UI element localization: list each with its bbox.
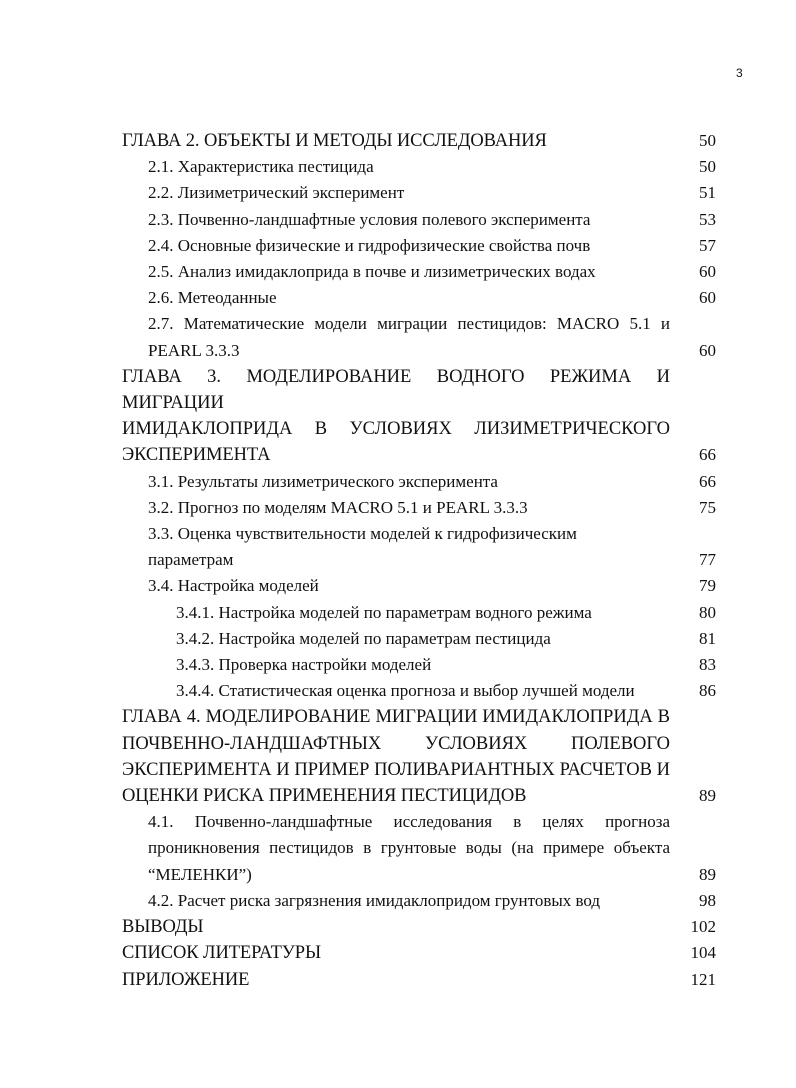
toc-page-number: 89 bbox=[699, 864, 716, 884]
toc-section-2-6[interactable] bbox=[122, 285, 716, 311]
toc-section-3-1[interactable] bbox=[122, 469, 716, 495]
toc-section-4-1-cont[interactable] bbox=[122, 835, 716, 861]
toc-page-number: 53 bbox=[699, 209, 716, 229]
toc-references[interactable] bbox=[122, 940, 716, 966]
toc-subsection-3-4-4[interactable] bbox=[122, 678, 716, 704]
toc-page-number: 50 bbox=[699, 131, 716, 150]
toc-entry-title-line: ЭКСПЕРИМЕНТА И ПРИМЕР ПОЛИВАРИАНТНЫХ РАСЧЕТОВ И bbox=[122, 759, 670, 780]
toc-entry-title: 3.4.3. Проверка настройки моделей bbox=[176, 655, 432, 675]
toc-chapter-3-cont[interactable] bbox=[122, 416, 716, 442]
toc-section-4-1[interactable] bbox=[122, 809, 716, 835]
toc-chapter-4[interactable] bbox=[122, 704, 716, 730]
toc-entry-title: 3.4.4. Статистическая оценка прогноза и выбор лучшей модели bbox=[176, 681, 635, 701]
toc-entry-title: 2.3. Почвенно-ландшафтные условия полевого эксперимента bbox=[148, 209, 591, 229]
toc-section-3-4[interactable] bbox=[122, 573, 716, 599]
toc-page-number: 57 bbox=[699, 235, 716, 255]
toc-entry-title: 3.4. Настройка моделей bbox=[148, 576, 319, 596]
toc-page-number: 80 bbox=[699, 602, 716, 622]
toc-entry-title: СПИСОК ЛИТЕРАТУРЫ bbox=[122, 943, 322, 964]
toc-section-2-1[interactable] bbox=[122, 154, 716, 180]
toc-page-number: 60 bbox=[699, 288, 716, 308]
toc-page-number: 104 bbox=[690, 943, 716, 963]
toc-entry-title-line: ПОЧВЕННО-ЛАНДШАФТНЫХ УСЛОВИЯХ ПОЛЕВОГО bbox=[122, 733, 670, 754]
toc-section-2-3[interactable] bbox=[122, 207, 716, 233]
toc-entry-title: 3.1. Результаты лизиметрического эксперимента bbox=[148, 471, 498, 491]
toc-page-number: 75 bbox=[699, 497, 716, 517]
toc-page-number: 60 bbox=[699, 262, 716, 282]
toc-section-2-4[interactable] bbox=[122, 233, 716, 259]
page-number: 3 bbox=[736, 66, 743, 80]
toc-entry-title: 2.6. Метеоданные bbox=[148, 288, 277, 308]
toc-entry-title-line: ОЦЕНКИ РИСКА ПРИМЕНЕНИЯ ПЕСТИЦИДОВ bbox=[122, 786, 527, 807]
toc-entry-title: 2.5. Анализ имидаклоприда в почве и лизиметрических водах bbox=[148, 262, 596, 282]
toc-chapter-4-cont-1[interactable] bbox=[122, 731, 716, 757]
toc-entry-title-line: параметрам bbox=[148, 550, 234, 570]
toc-chapter-4-cont-2[interactable] bbox=[122, 757, 716, 783]
toc-section-4-2[interactable] bbox=[122, 888, 716, 914]
toc-page-number: 66 bbox=[699, 445, 716, 465]
toc-entry-title: 4.2. Расчет риска загрязнения имидаклопридом грунтовых вод bbox=[148, 890, 601, 910]
toc-chapter-3[interactable] bbox=[122, 364, 716, 416]
toc-entry-title-line: ИМИДАКЛОПРИДА В УСЛОВИЯХ ЛИЗИМЕТРИЧЕСКОГО bbox=[122, 419, 670, 440]
toc-entry-title-line: ГЛАВА 3. МОДЕЛИРОВАНИЕ ВОДНОГО РЕЖИМА И МИГРАЦИИ bbox=[122, 366, 670, 414]
toc-subsection-3-4-1[interactable] bbox=[122, 600, 716, 626]
toc-entry-title-line: проникновения пестицидов в грунтовые воды (на примере объекта bbox=[148, 838, 670, 858]
toc-entry-title-line: ЭКСПЕРИМЕНТА bbox=[122, 445, 271, 466]
toc-page-number: 79 bbox=[699, 576, 716, 596]
toc-entry-title: 2.4. Основные физические и гидрофизические свойства почв bbox=[148, 235, 591, 255]
toc-section-3-3-cont[interactable] bbox=[122, 547, 716, 573]
toc-entry-title-line: 2.7. Математические модели миграции пестицидов: MACRO 5.1 и bbox=[148, 314, 670, 334]
toc-section-3-2[interactable] bbox=[122, 495, 716, 521]
toc-entry-title: 2.2. Лизиметрический эксперимент bbox=[148, 183, 405, 203]
toc-page-number: 60 bbox=[699, 340, 716, 360]
toc-page-number: 51 bbox=[699, 183, 716, 203]
toc-page-number: 66 bbox=[699, 471, 716, 491]
toc-page-number: 81 bbox=[699, 628, 716, 648]
toc-page-number: 86 bbox=[699, 681, 716, 701]
toc-section-3-3[interactable] bbox=[122, 521, 716, 547]
toc-subsection-3-4-2[interactable] bbox=[122, 626, 716, 652]
table-of-contents bbox=[122, 128, 716, 993]
toc-page-number: 102 bbox=[690, 917, 716, 937]
toc-chapter-2[interactable] bbox=[122, 128, 716, 154]
toc-entry-title-line: ГЛАВА 4. МОДЕЛИРОВАНИЕ МИГРАЦИИ ИМИДАКЛОПРИДА В bbox=[122, 707, 670, 728]
toc-page-number: 50 bbox=[699, 157, 716, 177]
toc-entry-title-line: “МЕЛЕНКИ”) bbox=[148, 864, 252, 884]
toc-entry-title: 3.4.1. Настройка моделей по параметрам водного режима bbox=[176, 602, 592, 622]
toc-chapter-4-end[interactable] bbox=[122, 783, 716, 809]
toc-page-number: 98 bbox=[699, 890, 716, 910]
toc-conclusions[interactable] bbox=[122, 914, 716, 940]
toc-page-number: 121 bbox=[690, 969, 716, 989]
toc-entry-title-line: 4.1. Почвенно-ландшафтные исследования в целях прогноза bbox=[148, 812, 670, 832]
toc-chapter-3-end[interactable] bbox=[122, 442, 716, 468]
toc-entry-title: 3.2. Прогноз по моделям MACRO 5.1 и PEARL 3.3.3 bbox=[148, 497, 528, 517]
toc-section-2-7[interactable] bbox=[122, 311, 716, 337]
toc-section-2-7-cont[interactable] bbox=[122, 338, 716, 364]
toc-entry-title-line: PEARL 3.3.3 bbox=[148, 340, 240, 360]
toc-entry-title: ГЛАВА 2. ОБЪЕКТЫ И МЕТОДЫ ИССЛЕДОВАНИЯ bbox=[122, 131, 547, 151]
toc-section-4-1-end[interactable] bbox=[122, 862, 716, 888]
toc-entry-title: ВЫВОДЫ bbox=[122, 917, 204, 938]
toc-entry-title: 2.1. Характеристика пестицида bbox=[148, 157, 374, 177]
toc-entry-title-line: 3.3. Оценка чувствительности моделей к гидрофизическим bbox=[148, 524, 577, 544]
toc-subsection-3-4-3[interactable] bbox=[122, 652, 716, 678]
toc-entry-title: 3.4.2. Настройка моделей по параметрам пестицида bbox=[176, 628, 551, 648]
toc-page-number: 89 bbox=[699, 786, 716, 806]
toc-page-number: 83 bbox=[699, 655, 716, 675]
toc-appendix[interactable] bbox=[122, 967, 716, 993]
toc-section-2-2[interactable] bbox=[122, 180, 716, 206]
toc-page-number: 77 bbox=[699, 550, 716, 570]
toc-section-2-5[interactable] bbox=[122, 259, 716, 285]
toc-entry-title: ПРИЛОЖЕНИЕ bbox=[122, 969, 250, 990]
